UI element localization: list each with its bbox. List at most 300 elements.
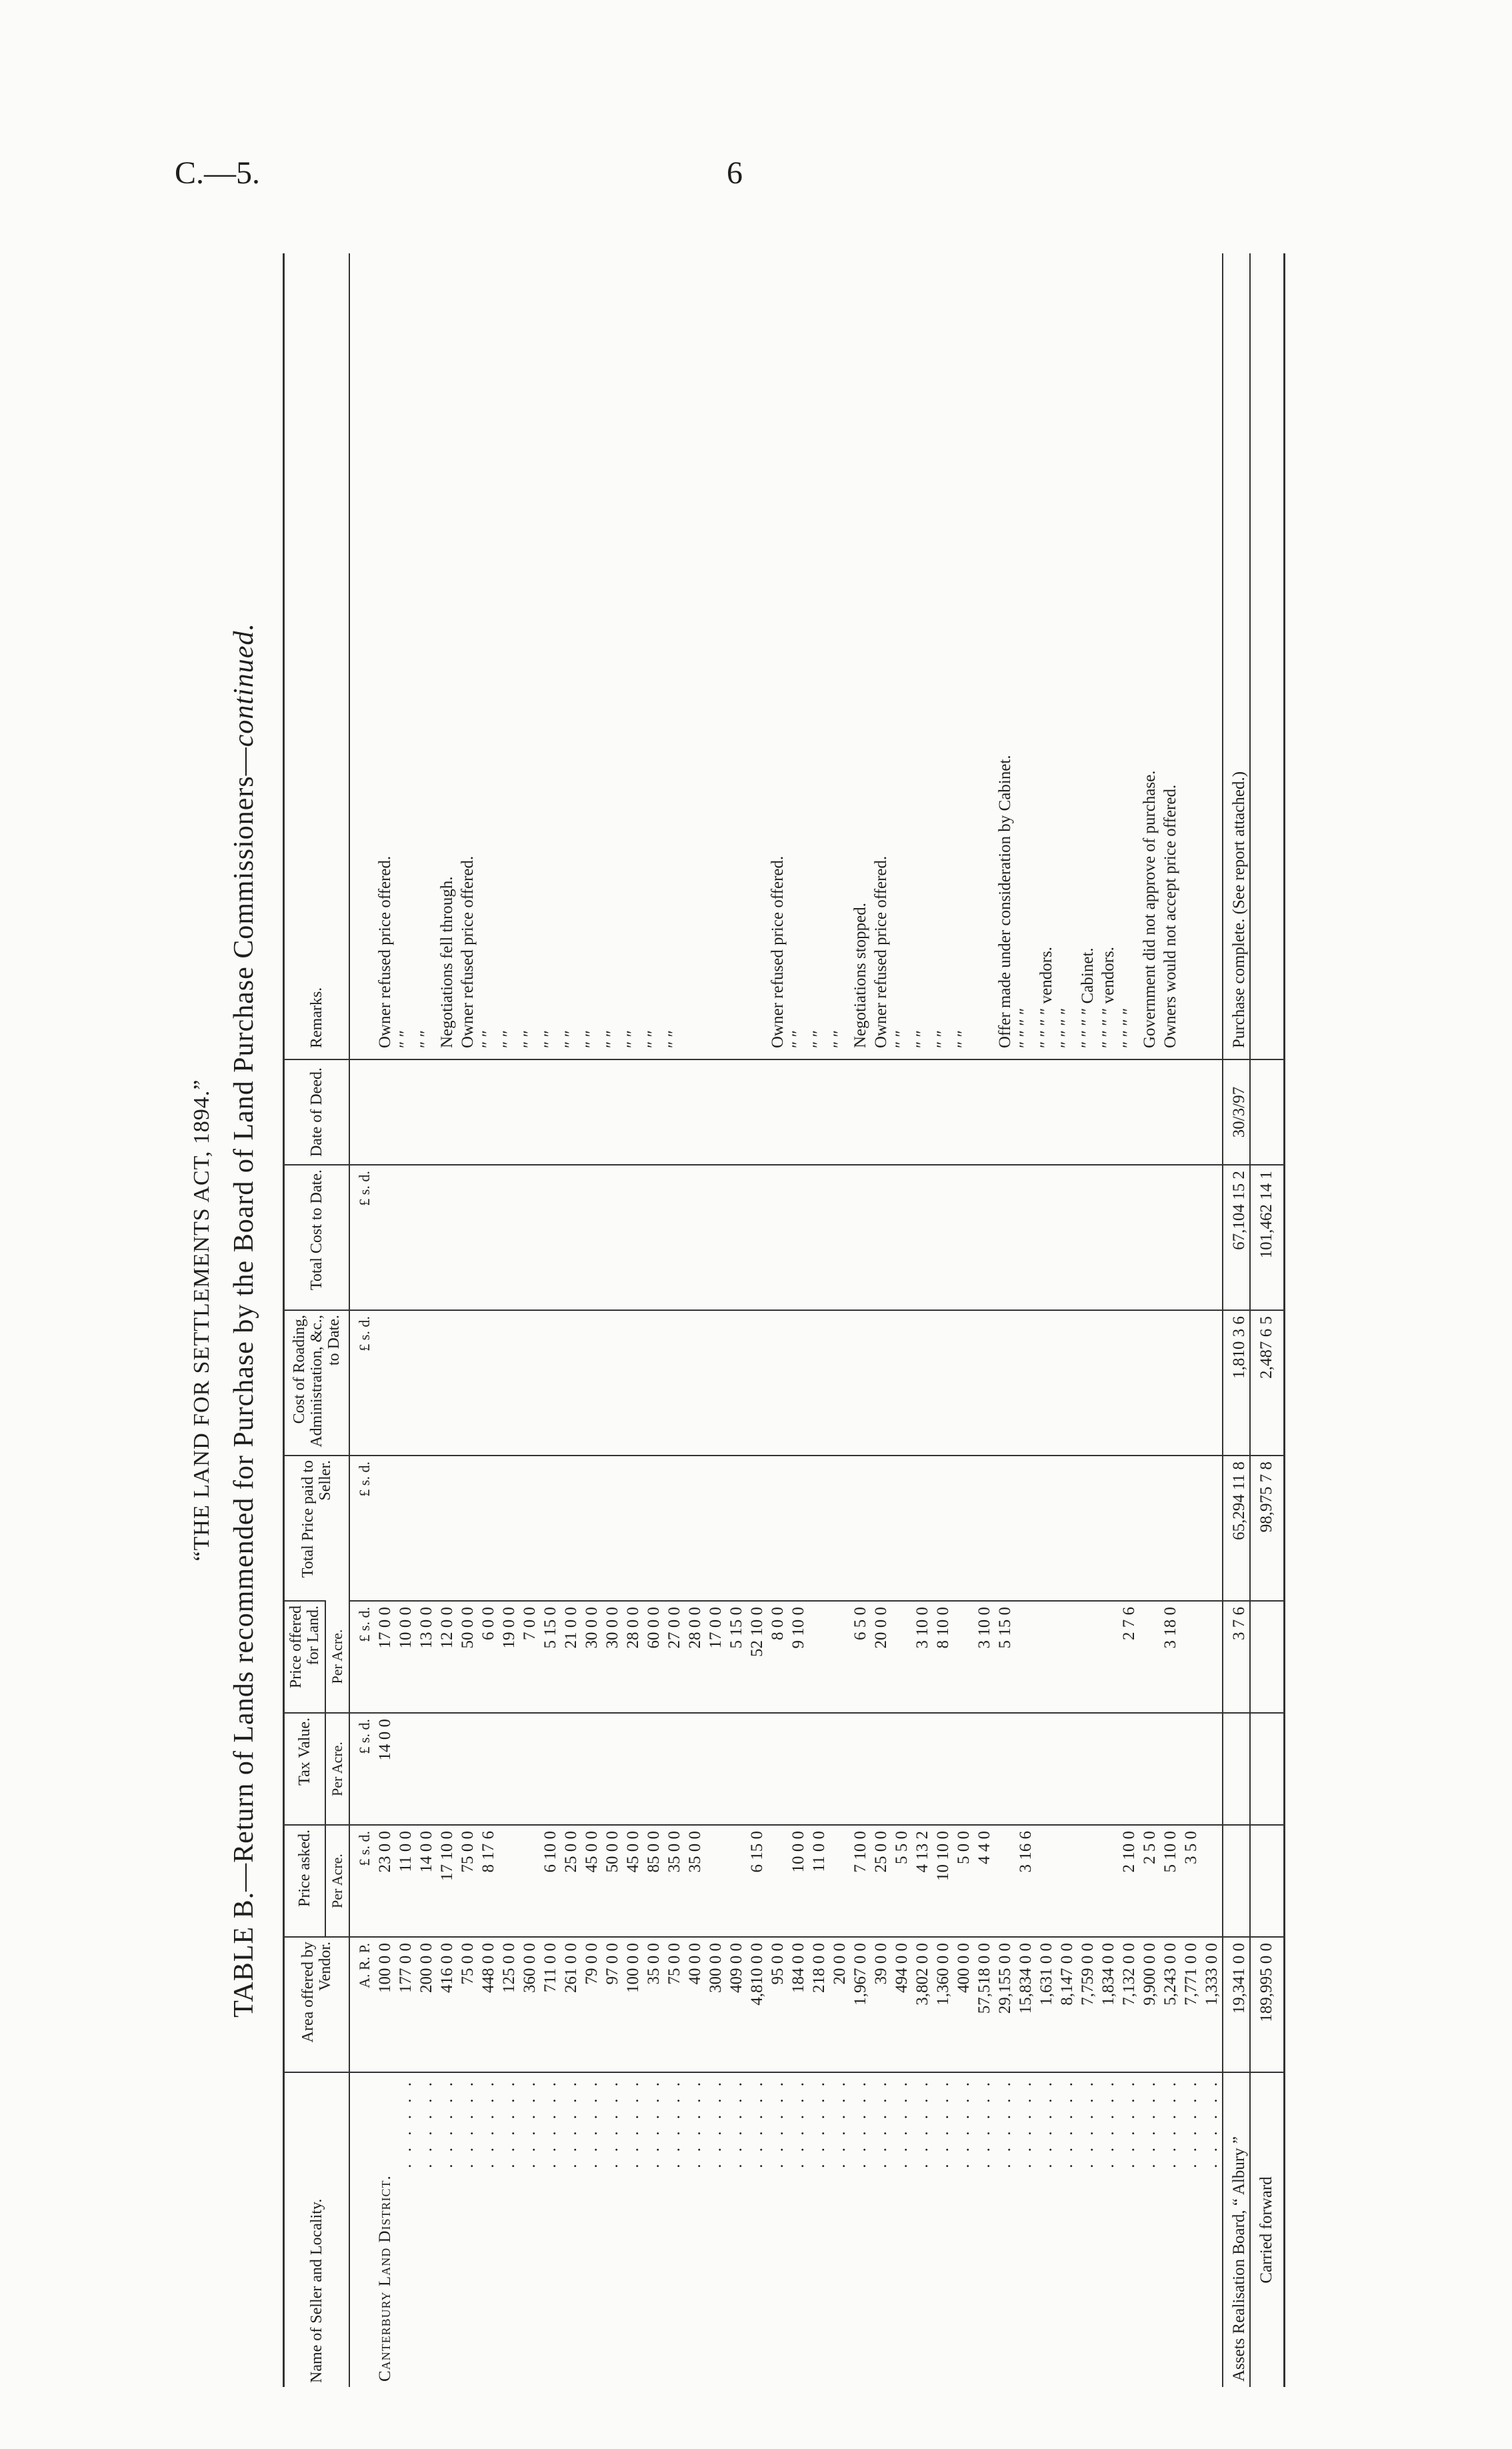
seller-name-cell xyxy=(1160,2072,1181,2387)
header-row xyxy=(284,253,326,2387)
price-asked-cell: 85 0 0 xyxy=(643,1825,664,1937)
header-total-cost: Total Cost to Date. xyxy=(284,1165,350,1310)
date-deed-cell xyxy=(540,1059,561,1165)
header-total-price: Total Price paid to Seller. xyxy=(284,1456,350,1601)
area-cell: 125 0 0 xyxy=(499,1937,519,2072)
cost-roading-cell xyxy=(416,1310,437,1456)
price-offered-cell: 19 0 0 xyxy=(499,1601,519,1713)
price-asked-cell xyxy=(499,1825,519,1937)
total-cost-cell xyxy=(1139,1165,1160,1310)
date-deed-cell xyxy=(581,1059,602,1165)
total-cost-cell xyxy=(1160,1165,1181,1310)
tax-value-cell xyxy=(1201,1713,1223,1825)
assets-total-cost: 67,104 15 2 xyxy=(1223,1165,1250,1310)
remarks-cell: ″ ″ xyxy=(500,1029,518,1048)
cost-roading-cell xyxy=(871,1310,891,1456)
price-asked-cell: 50 0 0 xyxy=(602,1825,623,1937)
table-row xyxy=(1160,253,1181,2387)
table-row xyxy=(1077,253,1098,2387)
remarks-cell: ″ ″ xyxy=(479,1029,497,1048)
cost-roading-cell xyxy=(1181,1310,1201,1456)
leader-dots: . . . . . . xyxy=(1099,2078,1117,2168)
area-cell: 1,834 0 0 xyxy=(1098,1937,1119,2072)
cost-roading-cell xyxy=(395,1310,416,1456)
area-cell: 1,333 0 0 xyxy=(1201,1937,1223,2072)
cost-roading-cell xyxy=(375,1310,395,1456)
price-offered-cell xyxy=(809,1601,829,1713)
area-cell: 409 0 0 xyxy=(726,1937,747,2072)
area-cell: 7,132 0 0 xyxy=(1119,1937,1139,2072)
cost-roading-cell xyxy=(499,1310,519,1456)
total-price-cell xyxy=(891,1456,912,1601)
units-row xyxy=(349,253,375,2387)
tax-value-cell xyxy=(602,1713,623,1825)
cost-roading-cell xyxy=(809,1310,829,1456)
seller-name-cell xyxy=(478,2072,499,2387)
units-name-cell xyxy=(349,2072,375,2387)
total-cost-cell xyxy=(457,1165,478,1310)
table-row xyxy=(953,253,974,2387)
units-total-price: £ s. d. xyxy=(349,1456,375,1601)
area-cell: 57,518 0 0 xyxy=(974,1937,995,2072)
leader-dots: . . . . . . xyxy=(1203,2078,1221,2168)
area-cell: 711 0 0 xyxy=(540,1937,561,2072)
price-asked-cell: 45 0 0 xyxy=(581,1825,602,1937)
seller-name-cell xyxy=(705,2072,726,2387)
date-deed-cell xyxy=(664,1059,685,1165)
remarks-cell: Offer made under consideration by Cabinet. xyxy=(996,755,1014,1048)
seller-name-cell xyxy=(995,2072,1015,2387)
date-deed-cell xyxy=(1098,1059,1119,1165)
tax-value-cell xyxy=(664,1713,685,1825)
price-offered-cell: 5 15 0 xyxy=(995,1601,1015,1713)
seller-name-cell xyxy=(747,2072,767,2387)
total-cost-cell xyxy=(1036,1165,1057,1310)
table-row xyxy=(705,253,726,2387)
tax-value-cell xyxy=(809,1713,829,1825)
price-offered-cell xyxy=(1201,1601,1223,1713)
seller-name-cell xyxy=(499,2072,519,2387)
remarks-cell: ″ ″ xyxy=(913,1029,931,1048)
price-asked-cell xyxy=(995,1825,1015,1937)
total-price-cell xyxy=(747,1456,767,1601)
table-row xyxy=(1201,253,1223,2387)
leader-dots: . . . . . . xyxy=(541,2078,559,2168)
date-deed-cell xyxy=(395,1059,416,1165)
total-cost-cell xyxy=(519,1165,540,1310)
total-price-cell xyxy=(416,1456,437,1601)
price-offered-cell: 8 0 0 xyxy=(767,1601,788,1713)
date-deed-cell xyxy=(685,1059,705,1165)
total-cost-cell xyxy=(437,1165,457,1310)
price-asked-cell: 2 10 0 xyxy=(1119,1825,1139,1937)
price-offered-cell: 17 0 0 xyxy=(705,1601,726,1713)
remarks-cell: ″ ″ xyxy=(789,1029,807,1048)
date-deed-cell xyxy=(1201,1059,1223,1165)
price-asked-cell: 6 15 0 xyxy=(747,1825,767,1937)
total-cost-cell xyxy=(643,1165,664,1310)
remarks-cell: ″ ″ ″ ″ xyxy=(1017,1007,1035,1048)
seller-name-cell xyxy=(871,2072,891,2387)
cost-roading-cell xyxy=(788,1310,809,1456)
total-cost-cell xyxy=(912,1165,933,1310)
area-cell: 261 0 0 xyxy=(561,1937,581,2072)
assets-row xyxy=(1223,253,1250,2387)
remarks-cell: Owner refused price offered. xyxy=(459,855,477,1048)
seller-name-cell xyxy=(974,2072,995,2387)
price-offered-cell: 17 0 0 xyxy=(375,1601,395,1713)
units-remarks-cell xyxy=(349,253,375,1059)
land-return-table xyxy=(283,253,1285,2387)
rotated-table-page xyxy=(183,233,1329,2407)
header-price-asked: Price asked. xyxy=(284,1825,326,1937)
units-area: A. R. P. xyxy=(349,1937,375,2072)
remarks-cell: ″ ″ xyxy=(665,1029,683,1048)
assets-total-price: 65,294 11 8 xyxy=(1223,1456,1250,1601)
leader-dots: . . . . . . xyxy=(1058,2078,1076,2168)
seller-name-cell xyxy=(891,2072,912,2387)
cost-roading-cell xyxy=(1015,1310,1036,1456)
price-asked-cell: 5 0 0 xyxy=(953,1825,974,1937)
total-price-cell xyxy=(395,1456,416,1601)
date-deed-cell xyxy=(478,1059,499,1165)
header-tax-value: Tax Value. xyxy=(284,1713,326,1825)
area-cell: 400 0 0 xyxy=(953,1937,974,2072)
price-asked-cell: 14 0 0 xyxy=(416,1825,437,1937)
total-cost-cell xyxy=(850,1165,871,1310)
seller-name-cell xyxy=(912,2072,933,2387)
remarks-cell: ″ ″ xyxy=(521,1029,539,1048)
tax-value-cell xyxy=(1057,1713,1077,1825)
date-deed-cell xyxy=(995,1059,1015,1165)
total-price-cell xyxy=(540,1456,561,1601)
date-deed-cell xyxy=(809,1059,829,1165)
seller-name-cell xyxy=(767,2072,788,2387)
total-cost-cell xyxy=(933,1165,953,1310)
total-cost-cell xyxy=(974,1165,995,1310)
area-cell: 360 0 0 xyxy=(519,1937,540,2072)
seller-name-cell xyxy=(685,2072,705,2387)
table-row xyxy=(809,253,829,2387)
remarks-cell: ″ ″ xyxy=(417,1029,435,1048)
total-cost-cell xyxy=(1077,1165,1098,1310)
seller-name-cell xyxy=(809,2072,829,2387)
table-row xyxy=(1139,253,1160,2387)
total-price-cell xyxy=(995,1456,1015,1601)
area-cell: 1,631 0 0 xyxy=(1036,1937,1057,2072)
price-asked-cell: 3 16 6 xyxy=(1015,1825,1036,1937)
tax-value-cell xyxy=(623,1713,643,1825)
total-price-cell xyxy=(912,1456,933,1601)
price-offered-cell: 20 0 0 xyxy=(871,1601,891,1713)
header-remarks: Remarks. xyxy=(284,253,350,1059)
total-price-cell xyxy=(933,1456,953,1601)
total-price-cell xyxy=(705,1456,726,1601)
assets-offered: 3 7 6 xyxy=(1223,1601,1250,1713)
remarks-cell: Government did not approve of purchase. xyxy=(1141,770,1159,1048)
total-price-cell xyxy=(1015,1456,1036,1601)
table-body xyxy=(349,253,1223,2387)
header-date-deed: Date of Deed. xyxy=(284,1059,350,1165)
price-asked-cell: 3 5 0 xyxy=(1181,1825,1201,1937)
tax-value-cell xyxy=(1139,1713,1160,1825)
remarks-cell: ″ ″ xyxy=(955,1029,973,1048)
table-title-main: TABLE B.—Return of Lands recommended for Purchase by the Board of Land Purchase Commissioners— xyxy=(229,747,259,2018)
price-offered-cell xyxy=(1015,1601,1036,1713)
table-row xyxy=(499,253,519,2387)
price-asked-cell: 4 4 0 xyxy=(974,1825,995,1937)
tax-value-cell xyxy=(995,1713,1015,1825)
remarks-cell: Negotiations stopped. xyxy=(851,902,869,1048)
area-cell: 29,155 0 0 xyxy=(995,1937,1015,2072)
price-offered-cell xyxy=(1098,1601,1119,1713)
price-offered-cell: 10 0 0 xyxy=(395,1601,416,1713)
tax-value-cell xyxy=(726,1713,747,1825)
total-cost-cell xyxy=(499,1165,519,1310)
cost-roading-cell xyxy=(561,1310,581,1456)
date-deed-cell xyxy=(974,1059,995,1165)
total-price-cell xyxy=(623,1456,643,1601)
date-deed-cell xyxy=(912,1059,933,1165)
price-asked-cell: 45 0 0 xyxy=(623,1825,643,1937)
cost-roading-cell xyxy=(623,1310,643,1456)
seller-name-cell xyxy=(726,2072,747,2387)
table-row xyxy=(767,253,788,2387)
assets-cost: 1,810 3 6 xyxy=(1223,1310,1250,1456)
total-price-cell xyxy=(726,1456,747,1601)
leader-dots: . . . . . . xyxy=(1141,2078,1159,2168)
date-deed-cell xyxy=(705,1059,726,1165)
tax-value-cell xyxy=(871,1713,891,1825)
cost-roading-cell xyxy=(933,1310,953,1456)
price-offered-cell: 30 0 0 xyxy=(581,1601,602,1713)
price-offered-cell xyxy=(891,1601,912,1713)
total-cost-cell xyxy=(623,1165,643,1310)
tax-value-cell: 14 0 0 xyxy=(375,1713,395,1825)
total-cost-cell xyxy=(602,1165,623,1310)
units-tax: £ s. d. xyxy=(349,1713,375,1825)
tax-value-cell xyxy=(561,1713,581,1825)
total-cost-cell xyxy=(953,1165,974,1310)
units-asked: £ s. d. xyxy=(349,1825,375,1937)
price-asked-cell: 5 5 0 xyxy=(891,1825,912,1937)
remarks-cell: ″ ″ ″ ″ xyxy=(1120,1007,1138,1048)
cost-roading-cell xyxy=(829,1310,850,1456)
carried-total-price: 98,975 7 8 xyxy=(1250,1456,1285,1601)
table-row xyxy=(561,253,581,2387)
total-price-cell xyxy=(1181,1456,1201,1601)
price-asked-cell xyxy=(1201,1825,1223,1937)
seller-name-cell xyxy=(395,2072,416,2387)
leader-dots: . . . . . . xyxy=(665,2078,683,2168)
remarks-cell: Owner refused price offered. xyxy=(769,855,787,1048)
area-cell: 9,900 0 0 xyxy=(1139,1937,1160,2072)
carried-cost: 2,487 6 5 xyxy=(1250,1310,1285,1456)
date-deed-cell xyxy=(519,1059,540,1165)
leader-dots: . . . . . . xyxy=(1037,2078,1055,2168)
price-asked-cell xyxy=(767,1825,788,1937)
leader-dots: . . . . . . xyxy=(872,2078,890,2168)
total-cost-cell xyxy=(788,1165,809,1310)
seller-name-cell xyxy=(602,2072,623,2387)
price-asked-cell xyxy=(829,1825,850,1937)
table-row xyxy=(1057,253,1077,2387)
price-asked-cell xyxy=(1077,1825,1098,1937)
total-cost-cell xyxy=(829,1165,850,1310)
total-price-cell xyxy=(809,1456,829,1601)
total-price-cell xyxy=(850,1456,871,1601)
seller-name-cell xyxy=(788,2072,809,2387)
date-deed-cell xyxy=(933,1059,953,1165)
price-offered-cell xyxy=(1036,1601,1057,1713)
leader-dots: . . . . . . xyxy=(624,2078,642,2168)
date-deed-cell xyxy=(623,1059,643,1165)
seller-name-cell xyxy=(953,2072,974,2387)
total-cost-cell xyxy=(1057,1165,1077,1310)
table-title-continued: continued. xyxy=(229,623,259,747)
total-cost-cell xyxy=(809,1165,829,1310)
table-row xyxy=(602,253,623,2387)
table-row xyxy=(623,253,643,2387)
header-area: Area offered by Vendor. xyxy=(284,1937,350,2072)
cost-roading-cell xyxy=(1201,1310,1223,1456)
remarks-cell: ″ ″ xyxy=(541,1029,559,1048)
date-deed-cell xyxy=(850,1059,871,1165)
cost-roading-cell xyxy=(1098,1310,1119,1456)
page-number: 6 xyxy=(727,155,743,191)
total-price-cell xyxy=(1036,1456,1057,1601)
date-deed-cell xyxy=(1015,1059,1036,1165)
leader-dots: . . . . . . xyxy=(562,2078,580,2168)
tax-value-cell xyxy=(437,1713,457,1825)
leader-dots: . . . . . . xyxy=(955,2078,973,2168)
table-title xyxy=(228,233,260,2407)
header-per-acre-offered: Per Acre. xyxy=(325,1601,349,1713)
seller-name-cell xyxy=(829,2072,850,2387)
price-offered-cell xyxy=(1077,1601,1098,1713)
remarks-cell xyxy=(685,253,705,1059)
price-asked-cell xyxy=(1098,1825,1119,1937)
table-row xyxy=(1181,253,1201,2387)
date-deed-cell xyxy=(1181,1059,1201,1165)
cost-roading-cell xyxy=(437,1310,457,1456)
district-name: Canterbury Land District. xyxy=(376,2175,394,2382)
tax-value-cell xyxy=(581,1713,602,1825)
total-cost-cell xyxy=(685,1165,705,1310)
table-row xyxy=(726,253,747,2387)
price-asked-cell xyxy=(519,1825,540,1937)
carried-total-cost: 101,462 14 1 xyxy=(1250,1165,1285,1310)
seller-name-cell xyxy=(850,2072,871,2387)
carried-asked xyxy=(1250,1825,1285,1937)
table-row xyxy=(457,253,478,2387)
price-asked-cell: 8 17 6 xyxy=(478,1825,499,1937)
cost-roading-cell xyxy=(1077,1310,1098,1456)
carried-remarks xyxy=(1250,253,1285,1059)
units-total-cost: £ s. d. xyxy=(349,1165,375,1310)
seller-name-cell xyxy=(375,2072,395,2387)
tax-value-cell xyxy=(519,1713,540,1825)
tax-value-cell xyxy=(643,1713,664,1825)
leader-dots: . . . . . . xyxy=(397,2078,415,2168)
total-cost-cell xyxy=(375,1165,395,1310)
leader-dots: . . . . . . xyxy=(913,2078,931,2168)
cost-roading-cell xyxy=(540,1310,561,1456)
total-price-cell xyxy=(788,1456,809,1601)
total-price-cell xyxy=(437,1456,457,1601)
seller-name-cell xyxy=(623,2072,643,2387)
seller-name-cell xyxy=(1057,2072,1077,2387)
seller-name-cell xyxy=(561,2072,581,2387)
date-deed-cell xyxy=(891,1059,912,1165)
table-row xyxy=(437,253,457,2387)
total-price-cell xyxy=(1160,1456,1181,1601)
price-offered-cell: 5 15 0 xyxy=(726,1601,747,1713)
cost-roading-cell xyxy=(995,1310,1015,1456)
date-deed-cell xyxy=(602,1059,623,1165)
table-row xyxy=(912,253,933,2387)
total-cost-cell xyxy=(1181,1165,1201,1310)
remarks-cell: ″ ″ ″ ″ Cabinet. xyxy=(1079,947,1097,1048)
date-deed-cell xyxy=(871,1059,891,1165)
table-row xyxy=(871,253,891,2387)
tax-value-cell xyxy=(1181,1713,1201,1825)
price-offered-cell: 50 0 0 xyxy=(457,1601,478,1713)
total-price-cell xyxy=(457,1456,478,1601)
price-offered-cell xyxy=(829,1601,850,1713)
price-offered-cell: 52 10 0 xyxy=(747,1601,767,1713)
area-cell: 15,834 0 0 xyxy=(1015,1937,1036,2072)
price-asked-cell: 23 0 0 xyxy=(375,1825,395,1937)
total-cost-cell xyxy=(581,1165,602,1310)
carried-tax xyxy=(1250,1713,1285,1825)
price-offered-cell: 13 0 0 xyxy=(416,1601,437,1713)
area-cell: 494 0 0 xyxy=(891,1937,912,2072)
price-offered-cell: 3 10 0 xyxy=(912,1601,933,1713)
remarks-cell: ″ ″ xyxy=(562,1029,580,1048)
seller-name-cell xyxy=(416,2072,437,2387)
carried-forward-row xyxy=(1250,253,1285,2387)
total-cost-cell xyxy=(540,1165,561,1310)
table-row xyxy=(540,253,561,2387)
date-deed-cell xyxy=(437,1059,457,1165)
table-row xyxy=(416,253,437,2387)
price-offered-cell: 3 18 0 xyxy=(1160,1601,1181,1713)
table-row xyxy=(375,253,395,2387)
remarks-cell xyxy=(974,253,995,1059)
table-row xyxy=(747,253,767,2387)
cost-roading-cell xyxy=(457,1310,478,1456)
area-cell: 4,810 0 0 xyxy=(747,1937,767,2072)
leader-dots: . . . . . . xyxy=(831,2078,849,2168)
price-offered-cell: 6 0 0 xyxy=(478,1601,499,1713)
total-cost-cell xyxy=(891,1165,912,1310)
total-price-cell xyxy=(499,1456,519,1601)
date-deed-cell xyxy=(1036,1059,1057,1165)
price-asked-cell xyxy=(1036,1825,1057,1937)
leader-dots: . . . . . . xyxy=(686,2078,704,2168)
tax-value-cell xyxy=(788,1713,809,1825)
cost-roading-cell xyxy=(602,1310,623,1456)
cost-roading-cell xyxy=(912,1310,933,1456)
date-deed-cell xyxy=(1119,1059,1139,1165)
seller-name-cell xyxy=(437,2072,457,2387)
total-price-cell xyxy=(519,1456,540,1601)
table-row xyxy=(1098,253,1119,2387)
units-cost: £ s. d. xyxy=(349,1310,375,1456)
leader-dots: . . . . . . xyxy=(851,2078,869,2168)
table-row xyxy=(974,253,995,2387)
